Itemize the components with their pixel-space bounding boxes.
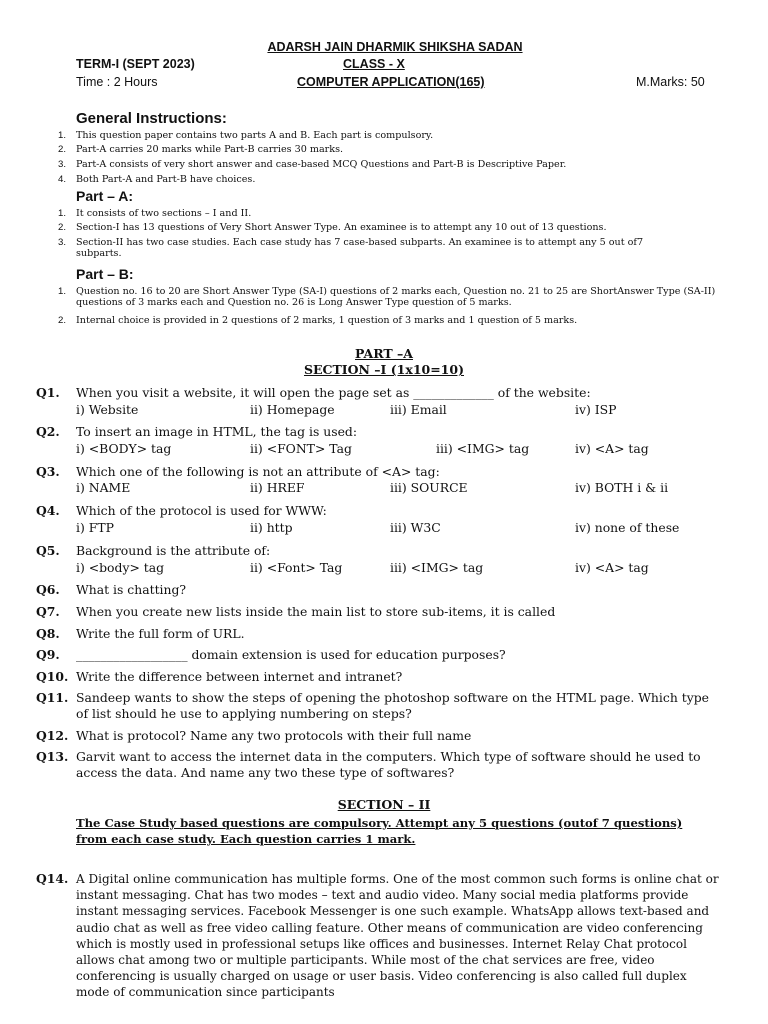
option: iv) <A> tag [575,560,649,575]
part-b-instructions-list: 1. Question no. 16 to 20 are Short Answer Type (SA-I) questions of 2 marks each, Question no. 21 to 25 are ShortAnswer Type (SA-II) questions of 3 marks each and Question no. 26 is Long Answer Type question of 5 marks. 2. Internal choice is provided in 2 questions of 2 marks, 1 question of 3 marks and 1 question of 5 marks. [58,286,716,326]
subject-label: COMPUTER APPLICATION(165) [297,75,485,89]
part-b-instructions-title: Part – B: [76,266,134,282]
option: i) FTP [76,520,114,535]
class-label: CLASS - X [343,57,405,71]
option: ii) Homepage [250,402,335,417]
term-label: TERM-I (SEPT 2023) [76,57,195,71]
option: iii) W3C [390,520,441,535]
section-1-title: SECTION –I (1x10=10) [303,362,464,377]
option: i) <BODY> tag [76,441,172,456]
option: iv) none of these [575,520,680,535]
time-label: Time : 2 Hours [76,75,158,89]
option: i) NAME [76,480,131,495]
option: ii) http [250,520,293,535]
option: iv) <A> tag [575,441,649,456]
option: iv) BOTH i & ii [575,480,669,495]
general-instructions-title: General Instructions: [76,110,227,127]
option: ii) <Font> Tag [250,560,343,575]
option: iii) Email [390,402,447,417]
option: i) Website [76,402,139,417]
question-number: Q14. [36,871,69,886]
general-instructions-list: 1. This question paper contains two parts A and B. Each part is compulsory. 2. Part-A carries 20 marks while Part-B carries 30 marks. 3. Part-A consists of very short answer and case-based MCQ Questions and Part-B is Descriptive Paper. 4. Both Part-A and Part-B have choices. [58,130,567,185]
part-a-title: PART –A [355,346,413,361]
option: iii) <IMG> tag [436,441,530,456]
section-2-title: SECTION – II [337,797,431,812]
option: iv) ISP [575,402,617,417]
school-name: ADARSH JAIN DHARMIK SHIKSHA SADAN [267,40,523,54]
part-a-instructions-title: Part – A: [76,188,134,204]
option: ii) HREF [250,480,305,495]
part-a-instructions-list: 1. It consists of two sections – I and II. 2. Section-I has 13 questions of Very Short Answer Type. An examinee is to attempt any 10 out of 13 questions. 3. Section-II has two case studies. Each case study has 7 case-based subparts. An examinee is to attempt any 5 out of7 subparts. [58,208,644,260]
option: iii) <IMG> tag [390,560,484,575]
option: ii) <FONT> Tag [250,441,352,456]
option: iii) SOURCE [390,480,468,495]
short-questions: Q6. What is chatting? Q7. When you create new lists inside the main list to store sub-items, it is called Q8. Write the full form of URL. Q9. __________________ domain extension is used for education purposes? Q10. Write the difference between internet and intranet? Q11. Sandeep wants to show the steps of opening the photoshop software on the HTML page. Which type of list should he use to applying numbering on steps? Q12. What is protocol? Name any two protocols with their full name Q13. Garvit want to access the internet data in the computers. Which type of software should he used to access the data. And name any two these type of softwares? [36,582,709,780]
mcq-questions: Q1. When you visit a website, it will open the page set as _____________ of the website: i) Website ii) Homepage iii) Email iv) ISP Q2. To insert an image in HTML, the tag is used: i) <BODY> tag ii) <FONT> Tag iii) <IMG> tag iv) <A> tag Q3. Which one of the following is not an attribute of <A> tag: i) NAME ii) HREF iii) SOURCE iv) BOTH i & ii Q4. Which of the protocol is used for WWW: i) FTP ii) http iii) W3C iv) none of these Q5. Background is the attribute of: i) <body> tag ii) <Font> Tag iii) <IMG> tag iv) <A> tag [36,385,680,575]
case-study-text: A Digital online communication has multiple forms. One of the most common such forms is online chat or instant messaging. Chat has two modes – text and audio video. Many social media platforms provide instant messaging services. Facebook Messenger is one such example. WhatsApp allows text-based and audio chat as well as free video calling feature. Other means of communication are video conferencing which is mostly used in professional setups like offices and businesses. Internet Relay Chat protocol allows chat among two or multiple participants. While most of the chat services are free, video conferencing is usually charged on usage or user basis. Video conferencing is also called full duplex mode of communication since participants [76,872,719,1000]
section-2-note: The Case Study based questions are compulsory. Attempt any 5 questions (outof 7 questions) from each case study. Each question carries 1 mark. [76,816,683,846]
max-marks: M.Marks: 50 [636,75,705,89]
option: i) <body> tag [76,560,165,575]
case-study-question [0,871,768,1021]
